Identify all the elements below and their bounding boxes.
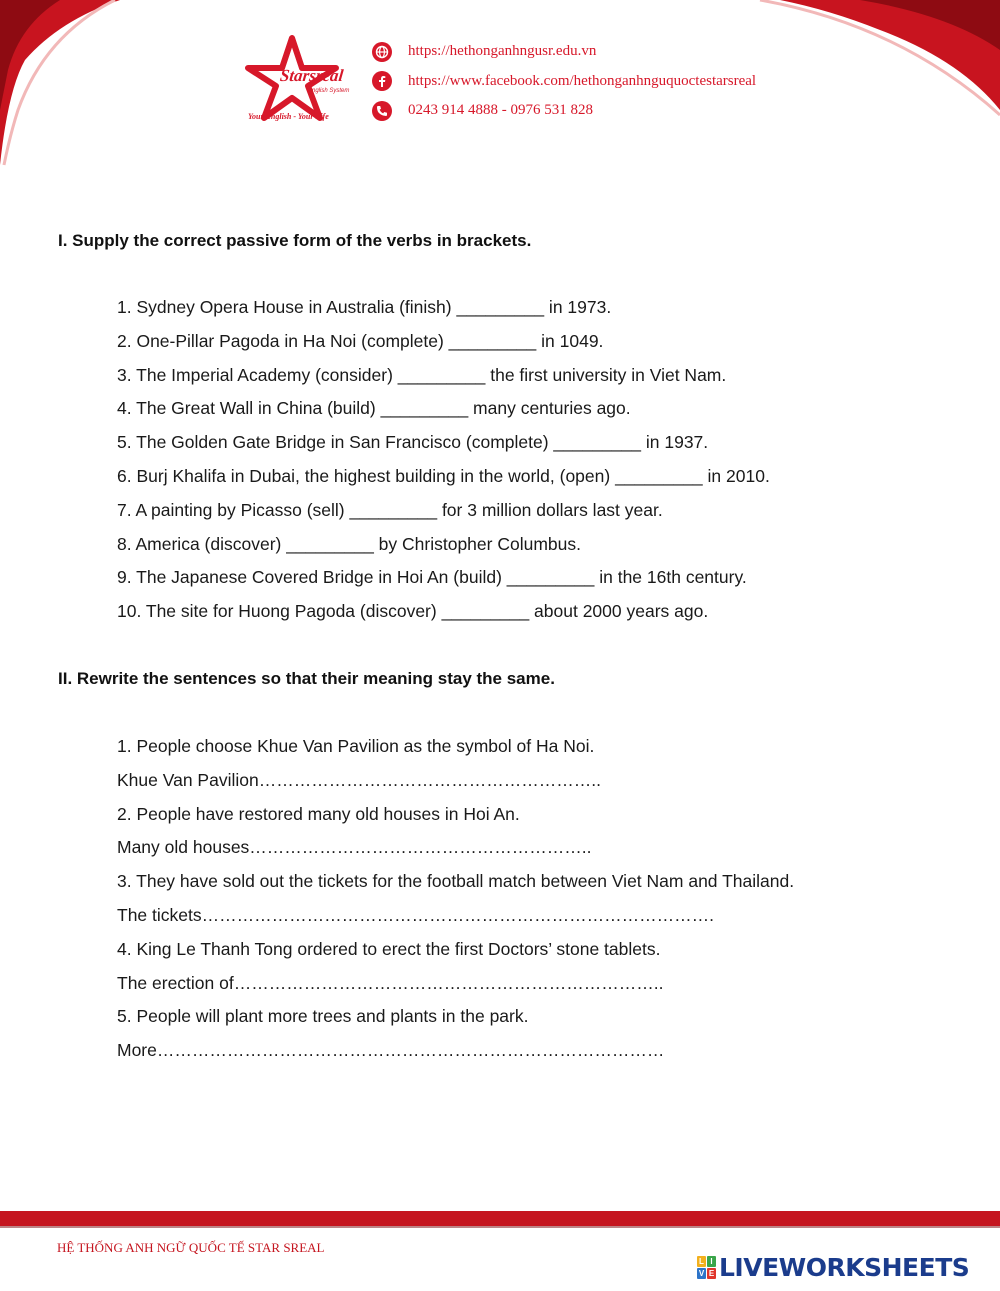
answer-line: The erection of……………………………………………………………….. bbox=[117, 972, 664, 993]
brand-name: Starsreal bbox=[279, 66, 345, 85]
section1-list bbox=[117, 291, 977, 629]
facebook-icon bbox=[372, 71, 392, 91]
list-item: 6. Burj Khalifa in Dubai, the highest building in the world, (open) _________ in 2010. bbox=[117, 465, 770, 486]
answer-line: Many old houses………………………………………………….. bbox=[117, 837, 592, 858]
list-item: 1. Sydney Opera House in Australia (finish) _________ in 1973. bbox=[117, 297, 612, 317]
answer-line: The tickets……………………………………………………………………………. bbox=[117, 904, 714, 925]
answer-line: More…………………………………………………………………………… bbox=[117, 1040, 665, 1061]
globe-icon bbox=[372, 42, 392, 62]
list-item: 8. America (discover) _________ by Christopher Columbus. bbox=[117, 533, 581, 554]
list-item: 5. People will plant more trees and plants in the park. bbox=[117, 1006, 529, 1027]
liveworksheets-blocks-icon: L I V E bbox=[698, 1257, 715, 1278]
footer-org-name: HỆ THỐNG ANH NGỮ QUỐC TẾ STAR SREAL bbox=[57, 1240, 325, 1255]
contact-website[interactable] bbox=[372, 37, 756, 67]
website-link[interactable]: https://hethonganhngusr.edu.vn bbox=[408, 43, 597, 60]
facebook-link[interactable]: https://www.facebook.com/hethonganhnguquoctestarsreal bbox=[408, 72, 757, 89]
footer-divider bbox=[0, 1226, 1000, 1228]
list-item: 3. The Imperial Academy (consider) _________ the first university in Viet Nam. bbox=[117, 364, 727, 385]
contact-list bbox=[372, 37, 756, 126]
list-item: 4. The Great Wall in China (build) _________ many centuries ago. bbox=[117, 398, 631, 419]
list-item: 2. People have restored many old houses in Hoi An. bbox=[117, 803, 520, 824]
list-item: 10. The site for Huong Pagoda (discover) _________ about 2000 years ago. bbox=[117, 601, 709, 622]
phone-icon bbox=[372, 101, 392, 121]
list-item: 2. One-Pillar Pagoda in Ha Noi (complete) _________ in 1049. bbox=[117, 330, 604, 351]
contact-phone[interactable] bbox=[372, 96, 756, 126]
phone-numbers: 0243 914 4888 - 0976 531 828 bbox=[408, 102, 593, 119]
list-item: 1. People choose Khue Van Pavilion as the symbol of Ha Noi. bbox=[117, 736, 595, 756]
liveworksheets-wordmark: LIVEWORKSHEETS bbox=[719, 1253, 970, 1282]
section2-title: II. Rewrite the sentences so that their meaning stay the same. bbox=[58, 669, 555, 688]
section1-title: I. Supply the correct passive form of the verbs in brackets. bbox=[58, 231, 532, 250]
brand-subtitle: English System bbox=[308, 88, 350, 94]
answer-line: Khue Van Pavilion………………………………………………….. bbox=[117, 769, 601, 790]
liveworksheets-logo[interactable] bbox=[697, 1253, 969, 1282]
list-item: 9. The Japanese Covered Bridge in Hoi An (build) _________ in the 16th century. bbox=[117, 567, 747, 588]
list-item: 7. A painting by Picasso (sell) _________ for 3 million dollars last year. bbox=[117, 499, 663, 520]
list-item: 5. The Golden Gate Bridge in San Francisco (complete) _________ in 1937. bbox=[117, 432, 709, 453]
list-item: 3. They have sold out the tickets for the football match between Viet Nam and Thailand. bbox=[117, 871, 795, 892]
contact-facebook[interactable] bbox=[372, 67, 756, 97]
list-item: 4. King Le Thanh Tong ordered to erect the first Doctors’ stone tablets. bbox=[117, 938, 661, 959]
footer-bar bbox=[0, 1211, 1000, 1226]
brand-tagline: Your English - Your Life bbox=[248, 112, 329, 121]
section2-list bbox=[117, 730, 977, 1068]
